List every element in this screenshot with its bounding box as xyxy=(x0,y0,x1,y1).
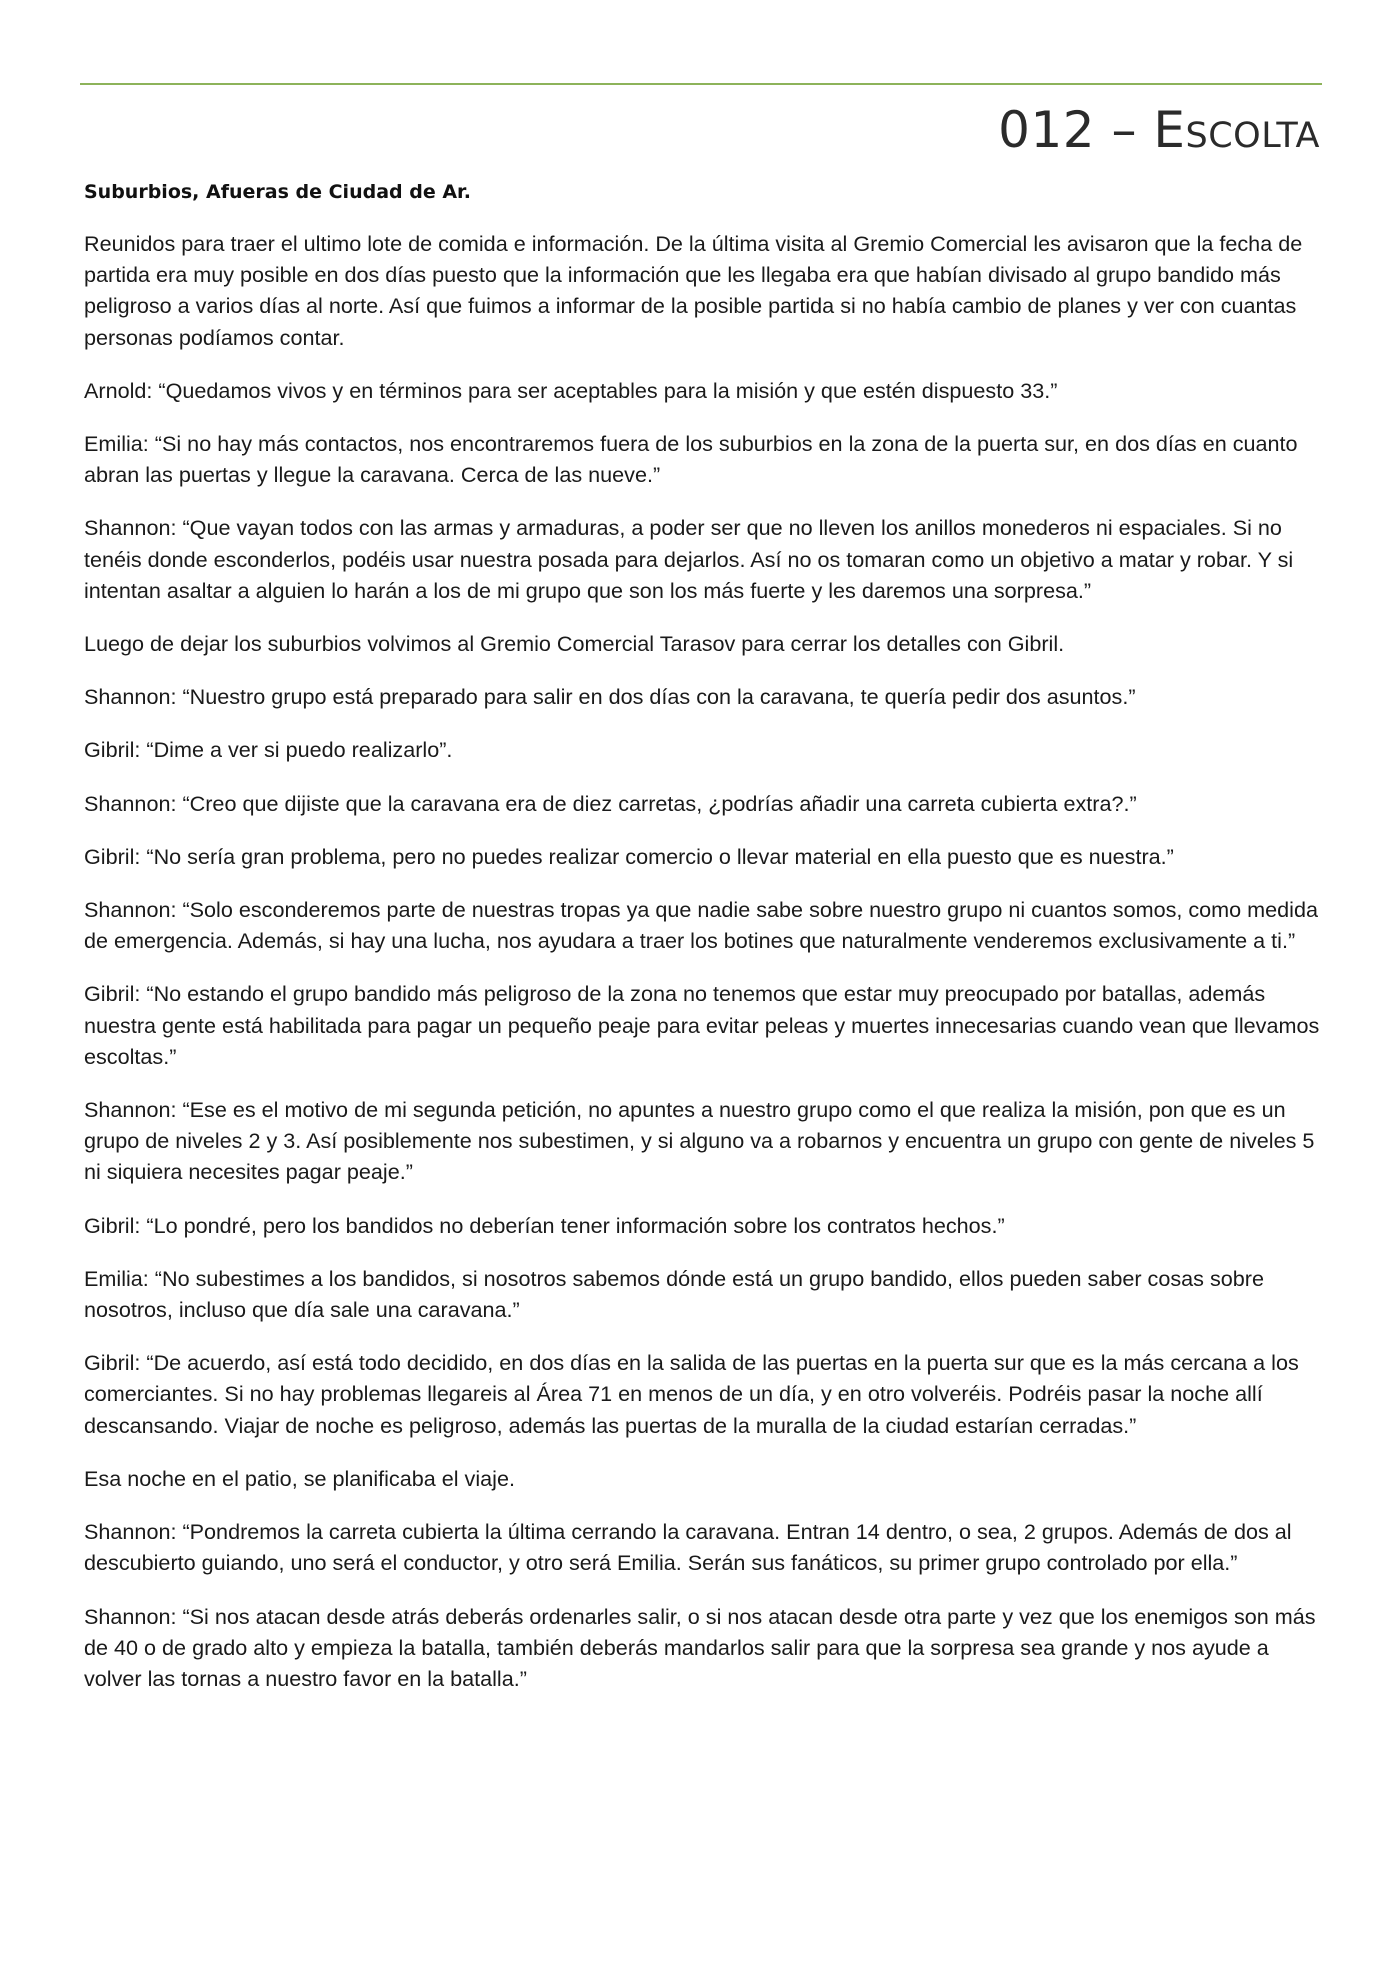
header-rule xyxy=(80,83,1322,85)
paragraph: Shannon: “Si nos atacan desde atrás deberás ordenarles salir, o si nos atacan desde otra parte y vez que los enemigos son más de 40 o de grado alto y empieza la batalla, también deberás mandarlos salir para que la sorpresa sea grande y nos ayude a volver las tornas a nuestro favor en la batalla.” xyxy=(84,1603,1316,1691)
paragraph: Shannon: “Pondremos la carreta cubierta la última cerrando la caravana. Entran 14 dentro, o sea, 2 grupos. Además de dos al descubierto guiando, uno será el conductor, y otro será Emilia. Serán sus fanáticos, su primer grupo controlado por ella.” xyxy=(84,1519,1292,1576)
paragraph: Shannon: “Solo esconderemos parte de nuestras tropas ya que nadie sabe sobre nuestro grupo ni cuantos somos, como medida de emergencia. Además, si hay una lucha, nos ayudara a traer los botines que naturalmente venderemos exclusivamente a ti.” xyxy=(84,897,1318,954)
paragraph: Gibril: “De acuerdo, así está todo decidido, en dos días en la salida de las puertas en la puerta sur que es la más cercana a los comerciantes. Si no hay problemas llegareis al Área 71 en menos de un día, y en otro volveréis. Podréis pasar la noche allí descansando. Viajar de noche es peligroso, además las puertas de la muralla de la ciudad estarían cerradas.” xyxy=(84,1350,1299,1438)
chapter-word: Escolta xyxy=(1153,101,1320,159)
paragraph: Emilia: “Si no hay más contactos, nos encontraremos fuera de los suburbios en la zona de la puerta sur, en dos días en cuanto abran las puertas y llegue la caravana. Cerca de las nueve.” xyxy=(84,431,1298,488)
paragraph: Shannon: “Creo que dijiste que la caravana era de diez carretas, ¿podrías añadir una carreta cubierta extra?.” xyxy=(84,790,1137,816)
paragraph: Shannon: “Que vayan todos con las armas y armaduras, a poder ser que no lleven los anillos monederos ni espaciales. Si no tenéis donde esconderlos, podéis usar nuestra posada para dejarlos. Así no os tomaran como un objetivo a matar y robar. Y si intentan asaltar a alguien lo harán a los de mi grupo que son los más fuerte y les daremos una sorpresa.” xyxy=(84,515,1294,603)
chapter-title xyxy=(998,98,1320,162)
chapter-separator: – xyxy=(1095,101,1154,159)
paragraph: Gibril: “Dime a ver si puedo realizarlo”. xyxy=(84,737,453,763)
chapter-number: 012 xyxy=(998,101,1096,159)
body-text xyxy=(84,178,1322,1716)
paragraph: Arnold: “Quedamos vivos y en términos para ser aceptables para la misión y que estén dispuesto 33.” xyxy=(84,377,1058,403)
paragraph: Gibril: “Lo pondré, pero los bandidos no deberían tener información sobre los contratos hechos.” xyxy=(84,1212,1005,1238)
paragraph: Shannon: “Nuestro grupo está preparado para salir en dos días con la caravana, te quería pedir dos asuntos.” xyxy=(84,684,1136,710)
paragraph: Emilia: “No subestimes a los bandidos, si nosotros sabemos dónde está un grupo bandido, ellos pueden saber cosas sobre nosotros, incluso que día sale una caravana.” xyxy=(84,1265,1264,1323)
location-heading: Suburbios, Afueras de Ciudad de Ar. xyxy=(84,181,471,203)
paragraph: Shannon: “Ese es el motivo de mi segunda petición, no apuntes a nuestro grupo como el que realiza la misión, pon que es un grupo de niveles 2 y 3. Así posiblemente nos subestimen, y si alguno va a robarnos y encuentra un grupo con gente de niveles 5 ni siquiera necesites pagar peaje.” xyxy=(84,1097,1315,1185)
paragraph: Reunidos para traer el ultimo lote de comida e información. De la última visita al Gremio Comercial les avisaron que la fecha de partida era muy posible en dos días puesto que la información que les llegaba era que habían divisado al grupo bandido más peligroso a varios días al norte. Así que fuimos a informar de la posible partida si no había cambio de planes y ver con cuantas personas podíamos contar. xyxy=(84,231,1303,350)
paragraph: Luego de dejar los suburbios volvimos al Gremio Comercial Tarasov para cerrar los detalles con Gibril. xyxy=(84,631,1065,657)
paragraph: Gibril: “No estando el grupo bandido más peligroso de la zona no tenemos que estar muy preocupado por batallas, además nuestra gente está habilitada para pagar un pequeño peaje para evitar peleas y muertes innecesarias cuando vean que llevamos escoltas.” xyxy=(84,981,1320,1069)
paragraph: Gibril: “No sería gran problema, pero no puedes realizar comercio o llevar material en ella puesto que es nuestra.” xyxy=(84,843,1174,869)
paragraph: Esa noche en el patio, se planificaba el viaje. xyxy=(84,1465,515,1491)
